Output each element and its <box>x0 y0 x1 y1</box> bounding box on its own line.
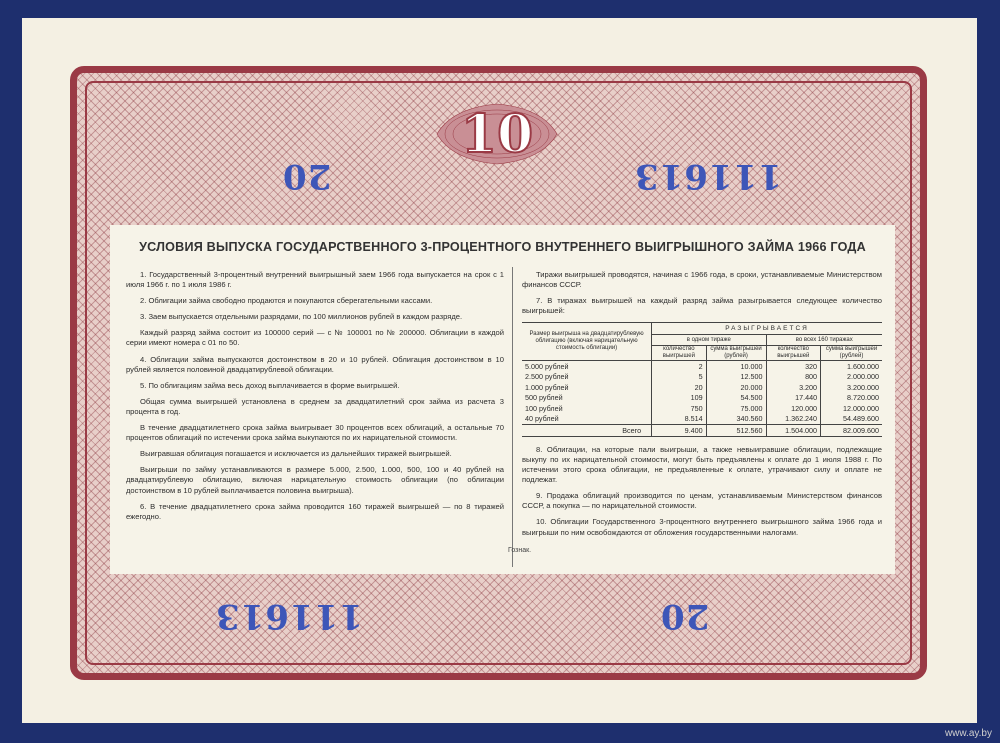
total-sum-single: 512.560 <box>706 425 766 437</box>
conditions-panel <box>110 225 895 574</box>
prize-size: 500 рублей <box>525 393 563 403</box>
column-divider <box>512 267 513 567</box>
prize-table-head-group: РАЗЫГРЫВАЕТСЯ <box>652 323 882 335</box>
count-single: 750 <box>652 403 707 414</box>
count-single: 20 <box>652 382 707 393</box>
count-all: 1.362.240 <box>766 414 821 425</box>
prize-table-col-head: количество выигрышей <box>652 346 707 361</box>
serial-series-bottom: 20 <box>660 596 710 636</box>
table-row <box>522 414 882 425</box>
condition-paragraph: В течение двадцатилетнего срока займа выигрывает 30 процентов всех облигаций, а остальные 70 процентов облигаций по истечении срока займа выкупаются по их нарицательной стоимости. <box>126 423 504 443</box>
site-watermark: www.ay.by <box>944 728 992 739</box>
condition-paragraph: 9. Продажа облигаций производится по ценам, устанавливаемым Министерством финансов СССР, а покупка — по нарицательной стоимости. <box>522 491 882 511</box>
condition-paragraph: 3. Заем выпускается отдельными разрядами, по 100 миллионов рублей в каждом разряде. <box>140 312 463 322</box>
right-column <box>522 270 882 544</box>
condition-paragraph: 5. По облигациям займа весь доход выплачивается в форме выигрышей. <box>140 380 400 390</box>
condition-paragraph: 7. В тиражах выигрышей на каждый разряд займа разыгрывается следующее количество выигрышей: <box>522 296 882 316</box>
prize-table-head-size: Размер выигрыша на двадцатирублевую облигацию (включая нарицательную стоимость облигации) <box>529 331 644 352</box>
condition-paragraph: Тиражи выигрышей проводятся, начиная с 1966 года, в сроки, устанавливаемые Министерством финансов СССР. <box>522 270 882 290</box>
condition-paragraph: Выигравшая облигация погашается и исключается из дальнейших тиражей выигрышей. <box>140 449 452 459</box>
prize-size: 100 рублей <box>525 403 563 413</box>
condition-paragraph: 4. Облигации займа выпускаются достоинством в 20 и 10 рублей. Облигация достоинством в 10 рублей является половиной двадцатирублевой облигации. <box>126 354 504 374</box>
condition-paragraph: 1. Государственный 3-процентный внутренний выигрышный заем 1966 года выпускается на срок с 1 июля 1966 г. по 1 июля 1986 г. <box>126 270 504 290</box>
prize-size: 2.500 рублей <box>525 372 569 382</box>
prize-table-col-head: сумма выигрышей (рублей) <box>706 346 766 361</box>
bond-sheet <box>22 18 977 723</box>
table-row <box>522 403 882 414</box>
denomination-value: 10 <box>460 104 534 165</box>
prize-size: 1.000 рублей <box>525 382 569 392</box>
condition-paragraph: Выигрыши по займу устанавливаются в размере 5.000, 2.500, 1.000, 500, 100 и 40 рублей на двадцатирублевую облигацию, включая нарицательную стоимость облигации (по облигации достоинством в 10 рублей выплачивается половина выигрыша). <box>126 465 504 495</box>
prize-table-col-head: сумма выигрышей (рублей) <box>821 346 882 361</box>
table-row <box>522 393 882 404</box>
sum-single: 75.000 <box>706 403 766 414</box>
serial-series-top: 20 <box>282 156 332 196</box>
denomination-emblem <box>432 98 562 170</box>
count-single: 109 <box>652 393 707 404</box>
sum-all: 54.489.600 <box>821 414 882 425</box>
prize-table-head-single: в одном тираже <box>652 334 766 346</box>
sum-all: 3.200.000 <box>821 382 882 393</box>
condition-paragraph: Общая сумма выигрышей установлена в среднем за двадцатилетний срок займа из расчета 3 процента в год. <box>126 396 504 416</box>
count-all: 3.200 <box>766 382 821 393</box>
prize-table-head-all: во всех 160 тиражах <box>766 334 882 346</box>
total-count-single: 9.400 <box>652 425 707 437</box>
total-count-all: 1.504.000 <box>766 425 821 437</box>
table-row <box>522 361 882 372</box>
sum-single: 340.560 <box>706 414 766 425</box>
sum-single: 10.000 <box>706 361 766 372</box>
count-all: 17.440 <box>766 393 821 404</box>
condition-paragraph: 6. В течение двадцатилетнего срока займа проводится 160 тиражей выигрышей — по 8 тиражей ежегодно. <box>126 501 504 521</box>
sum-all: 12.000.000 <box>821 403 882 414</box>
table-row <box>522 372 882 383</box>
sum-single: 12.500 <box>706 372 766 383</box>
prize-size: 40 рублей <box>525 414 559 424</box>
table-row <box>522 382 882 393</box>
sum-single: 54.500 <box>706 393 766 404</box>
left-column <box>126 270 504 528</box>
sum-single: 20.000 <box>706 382 766 393</box>
condition-paragraph: 8. Облигации, на которые пали выигрыши, а также невыигравшие облигации, подлежащие выкупу по их нарицательной стоимости, могут быть предъявлены к оплате до 1 июля 1988 г. По истечении этого срока облигации, не предъявленные к оплате, утрачивают силу и оплате не подлежат. <box>522 444 882 485</box>
sum-all: 1.600.000 <box>821 361 882 372</box>
total-sum-all: 82.009.600 <box>821 425 882 437</box>
total-label: Всего <box>622 425 642 435</box>
count-single: 8.514 <box>652 414 707 425</box>
sum-all: 2.000.000 <box>821 372 882 383</box>
count-all: 320 <box>766 361 821 372</box>
conditions-title: УСЛОВИЯ ВЫПУСКА ГОСУДАРСТВЕННОГО 3-ПРОЦЕНТНОГО ВНУТРЕННЕГО ВЫИГРЫШНОГО ЗАЙМА 1966 ГОДА <box>139 240 866 254</box>
prize-table <box>522 322 882 437</box>
serial-number-top: 111613 <box>634 156 782 196</box>
count-all: 800 <box>766 372 821 383</box>
count-all: 120.000 <box>766 403 821 414</box>
count-single: 2 <box>652 361 707 372</box>
count-single: 5 <box>652 372 707 383</box>
condition-paragraph: Каждый разряд займа состоит из 100000 серий — с № 100001 по № 200000. Облигации в каждой серии имеют номера с 01 по 50. <box>126 328 504 348</box>
condition-paragraph: 10. Облигации Государственного 3-процентного внутреннего выигрышного займа 1966 года и выигрыши по ним освобождаются от обложения государственными налогами. <box>522 517 882 537</box>
prize-table-col-head: количество выигрышей <box>766 346 821 361</box>
prize-size: 5.000 рублей <box>525 361 569 371</box>
printer-mark: Гознак. <box>508 547 532 554</box>
condition-paragraph: 2. Облигации займа свободно продаются и покупаются сберегательными кассами. <box>140 296 433 306</box>
serial-number-bottom: 111613 <box>215 596 363 636</box>
table-total-row <box>522 425 882 437</box>
sum-all: 8.720.000 <box>821 393 882 404</box>
